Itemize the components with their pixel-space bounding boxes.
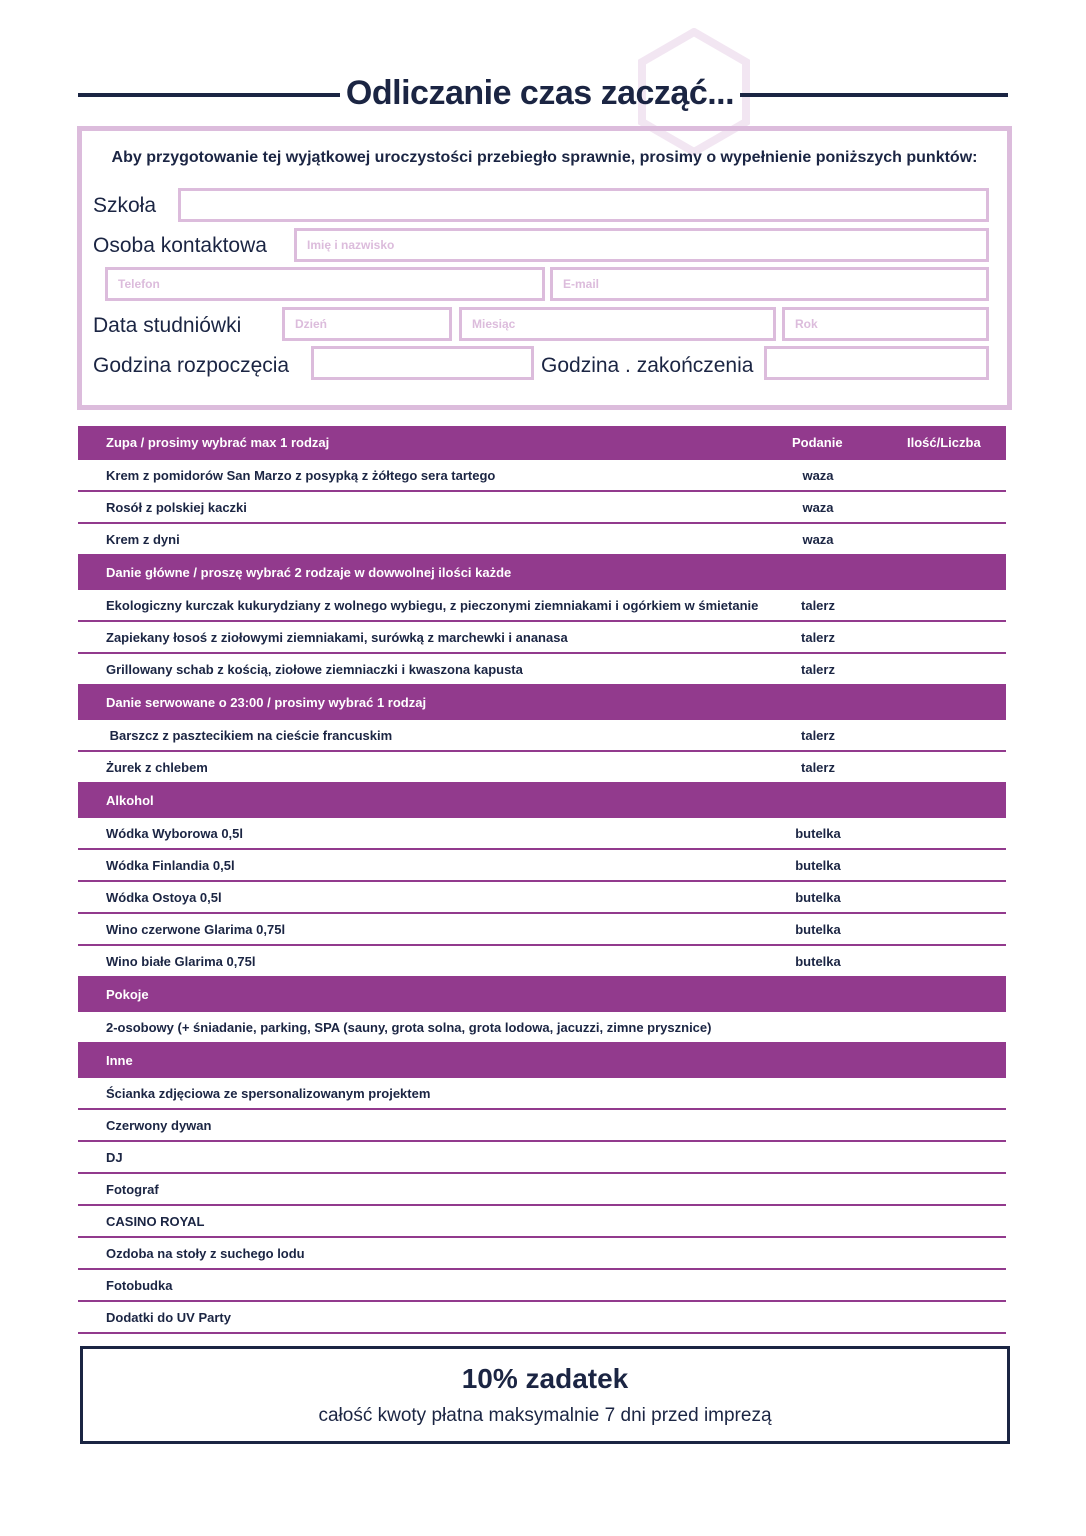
contact-form [77, 126, 1012, 410]
title-rule-left [78, 93, 340, 97]
table-row[interactable] [78, 1302, 1006, 1334]
table-row[interactable] [78, 914, 1006, 946]
end-time-field[interactable] [764, 346, 989, 380]
item-name: Fotograf [106, 1182, 159, 1197]
item-name: Wino białe Glarima 0,75l [106, 954, 256, 969]
item-name: Barszcz z pasztecikiem na cieście francuskim [106, 728, 393, 743]
section-header [78, 978, 1006, 1012]
section-title: Alkohol [106, 793, 154, 808]
table-row[interactable] [78, 1110, 1006, 1142]
section-header [78, 1044, 1006, 1078]
item-serving: waza [802, 500, 834, 515]
date-label: Data studniówki [93, 314, 242, 337]
item-name: Czerwony dywan [106, 1118, 212, 1133]
deposit-subtitle: całość kwoty płatna maksymalnie 7 dni przed imprezą [318, 1405, 772, 1426]
table-row[interactable] [78, 1142, 1006, 1174]
table-row[interactable] [78, 492, 1006, 524]
end-time-label: Godzina . zakończenia [541, 354, 754, 377]
item-name: Krem z dyni [106, 532, 180, 547]
item-serving: butelka [795, 890, 841, 905]
section-header [78, 686, 1006, 720]
table-row[interactable] [78, 1238, 1006, 1270]
item-serving: waza [802, 532, 834, 547]
item-name: Żurek z chlebem [106, 760, 208, 775]
item-serving: talerz [801, 662, 835, 677]
item-serving: butelka [795, 826, 841, 841]
item-name: Rosół z polskiej kaczki [106, 500, 247, 515]
item-name: Wino czerwone Glarima 0,75l [106, 922, 286, 937]
table-row[interactable] [78, 654, 1006, 686]
month-field[interactable]: Miesiąc [459, 307, 776, 341]
day-field[interactable]: Dzień [282, 307, 452, 341]
item-serving: talerz [801, 728, 835, 743]
section-title: Pokoje [106, 987, 149, 1002]
col-serving-header: Podanie [792, 435, 843, 450]
item-name: DJ [106, 1150, 123, 1165]
year-field[interactable]: Rok [782, 307, 989, 341]
table-row[interactable] [78, 752, 1006, 784]
item-serving: butelka [795, 858, 841, 873]
item-serving: talerz [801, 630, 835, 645]
section-title: Inne [106, 1053, 133, 1068]
item-serving: butelka [795, 922, 841, 937]
item-name: Wódka Wyborowa 0,5l [106, 826, 244, 841]
section-title: Zupa / prosimy wybrać max 1 rodzaj [106, 435, 330, 450]
table-row[interactable] [78, 720, 1006, 752]
table-row[interactable] [78, 946, 1006, 978]
item-name: Fotobudka [106, 1278, 173, 1293]
email-field[interactable]: E-mail [550, 267, 989, 301]
section-header [78, 784, 1006, 818]
item-name: Ozdoba na stoły z suchego lodu [106, 1246, 305, 1261]
table-row[interactable] [78, 524, 1006, 556]
item-name: Wódka Finlandia 0,5l [106, 858, 235, 873]
table-row[interactable] [78, 1270, 1006, 1302]
start-time-label: Godzina rozpoczęcia [93, 354, 290, 377]
item-name: Zapiekany łosoś z ziołowymi ziemniakami, surówką z marchewki i ananasa [106, 630, 568, 645]
deposit-title: 10% zadatek [461, 1363, 629, 1394]
item-serving: waza [802, 468, 834, 483]
item-name: CASINO ROYAL [106, 1214, 205, 1229]
section-header [78, 556, 1006, 590]
school-label: Szkoła [93, 194, 157, 217]
table-row[interactable] [78, 850, 1006, 882]
table-row[interactable] [78, 882, 1006, 914]
item-serving: butelka [795, 954, 841, 969]
title-rule-right [740, 93, 1008, 97]
contact-label: Osoba kontaktowa [93, 234, 267, 257]
name-field[interactable]: Imię i nazwisko [294, 228, 989, 262]
item-name: Dodatki do UV Party [106, 1310, 231, 1325]
table-row[interactable] [78, 818, 1006, 850]
table-row[interactable] [78, 1078, 1006, 1110]
item-name: Ekologiczny kurczak kukurydziany z wolnego wybiegu, z pieczonymi ziemniakami i ogórkiem w śmietanie [106, 598, 759, 613]
table-row[interactable] [78, 460, 1006, 492]
item-name: Ścianka zdjęciowa ze spersonalizowanym projektem [106, 1086, 431, 1101]
section-title: Danie główne / proszę wybrać 2 rodzaje w dowwolnej ilości każde [106, 565, 512, 580]
item-name: Krem z pomidorów San Marzo z posypką z żółtego sera tartego [106, 468, 496, 483]
item-serving: talerz [801, 598, 835, 613]
item-serving: talerz [801, 760, 835, 775]
table-row[interactable] [78, 1174, 1006, 1206]
table-row[interactable] [78, 622, 1006, 654]
item-name: 2-osobowy (+ śniadanie, parking, SPA (sauny, grota solna, grota lodowa, jacuzzi, zimne prysznice) [106, 1020, 712, 1035]
menu-table [78, 426, 1006, 1334]
section-title: Danie serwowane o 23:00 / prosimy wybrać 1 rodzaj [106, 695, 427, 710]
table-row[interactable] [78, 1206, 1006, 1238]
deposit-box [80, 1346, 1010, 1444]
page-header [78, 66, 1008, 126]
table-row[interactable] [78, 1012, 1006, 1044]
school-field[interactable] [178, 188, 989, 222]
table-row[interactable] [78, 590, 1006, 622]
col-qty-header: Ilość/Liczba [907, 435, 981, 450]
phone-field[interactable]: Telefon [105, 267, 545, 301]
form-intro: Aby przygotowanie tej wyjątkowej uroczystości przebiegło sprawnie, prosimy o wypełnienie poniższych punktów: [111, 149, 978, 166]
section-header [78, 426, 1006, 460]
page-title: Odliczanie czas zacząć... [345, 74, 735, 112]
item-name: Wódka Ostoya 0,5l [106, 890, 222, 905]
start-time-field[interactable] [311, 346, 534, 380]
item-name: Grillowany schab z kością, ziołowe ziemniaczki i kwaszona kapusta [106, 662, 523, 677]
